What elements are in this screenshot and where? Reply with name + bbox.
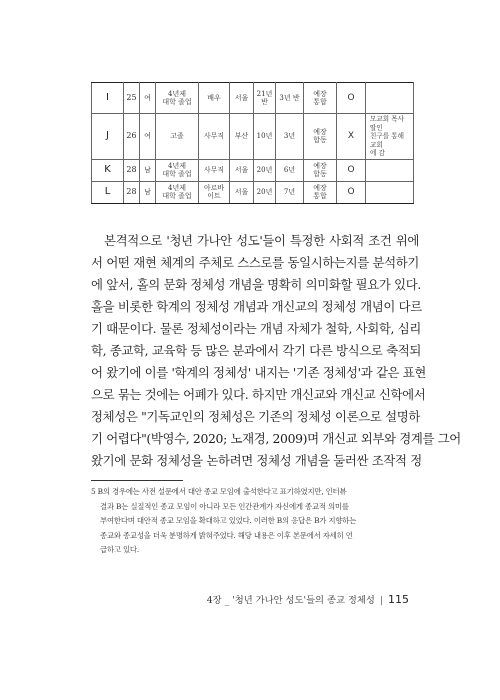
- table-cell: [366, 114, 414, 160]
- table-cell-line: L: [104, 185, 111, 197]
- table-cell-line: 4년제: [168, 183, 186, 192]
- table-cell-line: 남: [144, 165, 151, 174]
- body-line: 정체성은 "기독교인의 정체성은 기존의 정체성 이론으로 설명하: [91, 409, 420, 424]
- table-cell-line: 통합: [313, 192, 327, 200]
- footnote-line: 급하고 있다.: [100, 545, 139, 554]
- table-cell-line: 예장: [313, 183, 327, 192]
- table-cell-line: K: [104, 163, 111, 175]
- table-cell-line: 반: [261, 98, 268, 106]
- table-cell-line: 25: [126, 92, 137, 102]
- table-cell-line: X: [347, 131, 355, 141]
- table-cell-line: 26: [126, 131, 137, 140]
- table-cell-line: 남: [144, 187, 151, 196]
- footer-separator: |: [379, 595, 383, 606]
- table-cell-line: 4년제: [168, 161, 186, 170]
- table-cell-line: 부산: [234, 132, 249, 140]
- table-cell: [230, 114, 254, 160]
- table-cell-line: 친구를 통해 교회: [370, 132, 404, 149]
- table-cell: [304, 114, 337, 160]
- table-cell: [254, 159, 276, 181]
- body-line: 홀을 비롯한 학계의 정체성 개념과 개신교의 정체성 개념이 다르: [91, 299, 422, 314]
- body-line: 으로 묶는 것에는 어폐가 있다. 하지만 개신교와 개신교 신학에서: [91, 387, 426, 402]
- table-cell: [337, 181, 366, 203]
- table-cell: [199, 83, 230, 114]
- table-cell-line: 예장: [313, 89, 327, 98]
- footnote-line: 결과 B는 실질적인 종교 모임이 아니라 모든 인간관계가 자신에게 종교적 의미를: [100, 501, 349, 511]
- table-row: [92, 83, 414, 114]
- table-cell: [199, 159, 230, 181]
- table-cell: [276, 159, 304, 181]
- body-line: 서 어떤 재현 체계의 주체로 스스로를 동일시하는지를 분석하기: [91, 255, 419, 270]
- table-cell-line: 서울: [234, 187, 249, 196]
- table-cell-line: 고졸: [170, 132, 184, 140]
- page-number: 115: [388, 593, 409, 606]
- table-cell-line: 합동: [313, 170, 327, 178]
- table-cell: [337, 83, 366, 114]
- table-row: [92, 159, 414, 181]
- table-cell: [199, 114, 230, 160]
- table-cell-line: 예장: [313, 127, 327, 136]
- table-cell: [199, 181, 230, 203]
- table-cell: [254, 181, 276, 203]
- table-cell-line: 3년: [283, 132, 296, 140]
- table-cell: [92, 83, 124, 114]
- table-cell-line: 10년: [256, 132, 273, 140]
- table-cell-line: 4년제: [168, 89, 186, 98]
- table-cell-line: J: [106, 130, 109, 141]
- table-cell-line: 대학 졸업: [162, 192, 192, 200]
- table-cell: [92, 159, 124, 181]
- table-row: [92, 114, 414, 160]
- table-cell-line: I: [106, 91, 109, 103]
- table-cell: [276, 181, 304, 203]
- table-cell-line: 여: [144, 132, 151, 140]
- table-cell-line: 아르바: [203, 183, 225, 192]
- table-cell-line: O: [347, 186, 355, 197]
- table-cell: [156, 83, 199, 114]
- table-cell: [337, 159, 366, 181]
- footnote-line: 부여한다며 대안적 종교 모임을 확대하고 있었다. 이러한 B의 응답은 B가 지향하는: [100, 516, 357, 525]
- table-cell-line: 합동: [313, 136, 327, 145]
- table-cell: [156, 181, 199, 203]
- body-line: 본격적으로 '청년 가나안 성도'들이 특정한 사회적 조건 위에: [104, 233, 419, 248]
- table-cell-line: 20년: [256, 187, 273, 196]
- footnote-line: 종교와 종교성을 더욱 분명하게 밝혀주었다. 해당 내용은 이후 본문에서 자세히 언: [100, 530, 353, 540]
- table-cell: [254, 114, 276, 160]
- table-cell-line: 서울: [234, 93, 249, 102]
- table-cell: [124, 181, 140, 203]
- table-cell-line: 20년: [256, 165, 273, 174]
- table-cell-line: 28: [126, 186, 137, 196]
- participant-table: [91, 82, 414, 204]
- table-cell-line: 배우: [207, 93, 221, 102]
- footnote-line: 5 B의 경우에는 사전 설문에서 대안 종교 모임에 출석한다고 표기하였지만, 인터뷰: [91, 487, 347, 496]
- table-cell: [254, 83, 276, 114]
- body-line: 왔기에 문화 정체성을 논하려면 정체성 개념을 둘러싼 조작적 정: [91, 453, 422, 468]
- table-cell-line: 사무직: [203, 165, 225, 174]
- table-cell-line: 21년: [256, 89, 273, 98]
- table-cell: [230, 83, 254, 114]
- table-cell-line: 여: [144, 93, 151, 102]
- table-cell-line: 모교회 목사 딸인: [370, 115, 404, 132]
- table-cell: [366, 83, 414, 114]
- table-cell: [304, 159, 337, 181]
- table-cell-line: 예장: [313, 161, 327, 170]
- table-cell-line: O: [347, 164, 355, 175]
- table-cell: [124, 159, 140, 181]
- table-cell-line: 대학 졸업: [162, 170, 192, 178]
- table-cell: [140, 181, 156, 203]
- table-cell: [140, 114, 156, 160]
- table-cell: [304, 181, 337, 203]
- table-cell: [304, 83, 337, 114]
- table-cell: [230, 181, 254, 203]
- body-line: 에 앞서, 홀의 문화 정체성 개념을 명확히 의미화할 필요가 있다.: [91, 277, 421, 292]
- table-row: [92, 181, 414, 203]
- table-cell-line: 에 감: [370, 149, 385, 157]
- table-cell: [276, 114, 304, 160]
- table-cell: [124, 114, 140, 160]
- table-cell: [156, 159, 199, 181]
- footer-chapter-title: 4장 _ '청년 가나안 성도'들의 종교 정체성: [206, 595, 375, 606]
- table-cell: [92, 114, 124, 160]
- table-cell: [230, 159, 254, 181]
- table-cell-line: 사무직: [203, 132, 225, 140]
- body-line: 기 때문이다. 물론 정체성이라는 개념 자체가 철학, 사회학, 심리: [91, 321, 421, 336]
- body-paragraph: [91, 230, 461, 472]
- table-cell-line: 6년: [283, 165, 296, 174]
- table-cell: [124, 83, 140, 114]
- table-cell: [156, 114, 199, 160]
- table-cell: [276, 83, 304, 114]
- table-cell-line: 이트: [207, 192, 221, 200]
- table-cell-line: 3년 반: [279, 93, 300, 102]
- body-line: 학, 종교학, 교육학 등 많은 분과에서 각기 다른 방식으로 축적되: [91, 343, 421, 358]
- table-cell-line: 통합: [313, 98, 327, 106]
- running-footer: [207, 592, 409, 606]
- table-cell: [337, 114, 366, 160]
- table-cell: [366, 159, 414, 181]
- table-cell-line: 대학 졸업: [162, 98, 192, 106]
- table-cell: [140, 159, 156, 181]
- table-cell-line: 28: [126, 164, 137, 174]
- table-cell: [140, 83, 156, 114]
- body-line: 기 어렵다"(박영수, 2020; 노재경, 2009)며 개신교 외부와 경계를 그어: [91, 431, 461, 446]
- footnote-divider: [91, 480, 183, 481]
- table-cell-line: O: [347, 92, 355, 103]
- table-cell: [366, 181, 414, 203]
- footnote: [91, 485, 416, 558]
- table-cell: [92, 181, 124, 203]
- body-line: 어 왔기에 이를 '학계의 정체성' 내지는 '기존 정체성'과 같은 표현: [91, 365, 427, 380]
- table-cell-line: 서울: [234, 165, 249, 174]
- table-cell-line: 7년: [283, 187, 296, 196]
